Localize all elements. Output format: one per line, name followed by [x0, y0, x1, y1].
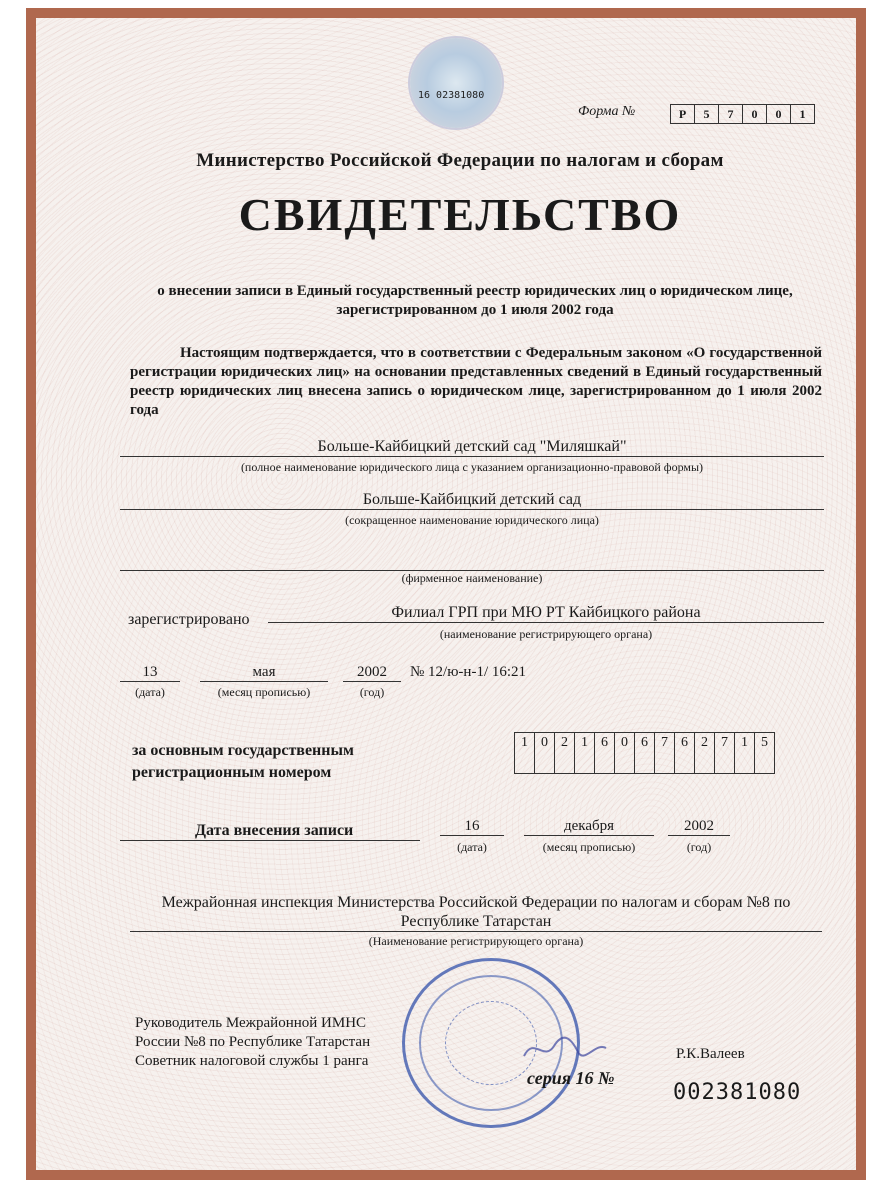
ogrn-digit: 7 — [654, 732, 675, 774]
form-code-cell: 0 — [742, 104, 767, 124]
brand-name-caption: (фирменное наименование) — [401, 571, 543, 585]
entry-month-field: декабря — [524, 818, 654, 836]
ministry-heading: Министерство Российской Федерации по налогам и сборам — [196, 150, 724, 171]
hologram-seal — [410, 38, 502, 128]
ogrn-label-line-1: за основным государственным — [132, 742, 354, 759]
document-title: СВИДЕТЕЛЬСТВО — [238, 189, 682, 240]
ogrn-digit: 6 — [594, 732, 615, 774]
signature — [520, 1032, 610, 1066]
ogrn-digit: 1 — [734, 732, 755, 774]
entry-month-caption: (месяц прописью) — [542, 840, 636, 854]
signer-line: Советник налоговой службы 1 ранга — [135, 1053, 369, 1069]
ogrn-digit: 5 — [754, 732, 775, 774]
ogrn-digit: 7 — [714, 732, 735, 774]
form-code-cell: 5 — [694, 104, 719, 124]
document-subtitle: о внесении записи в Единый государственный реестр юридических лиц о юридическом лице, зарегистрированном до 1 июля 2002 года — [157, 283, 793, 318]
short-name-caption: (сокращенное наименование юридического лица) — [345, 513, 599, 527]
hologram-number: 16 02381080 — [418, 90, 485, 101]
form-code-cell: 1 — [790, 104, 815, 124]
reg-year-caption: (год) — [359, 685, 385, 699]
entry-day-field: 16 — [440, 818, 504, 836]
inspection-caption: (Наименование регистрирующего органа) — [368, 934, 584, 948]
ogrn-digit: 1 — [514, 732, 535, 774]
signer-line: Руководитель Межрайонной ИМНС — [135, 1015, 367, 1031]
inspection-name: Межрайонная инспекция Министерства Российской Федерации по налогам и сборам №8 по Республике Татарстан — [130, 893, 822, 932]
full-name-field: Больше-Кайбицкий детский сад "Миляшкай" — [120, 438, 824, 457]
statement-paragraph: Настоящим подтверждается, что в соответствии с Федеральным законом «О государственной регистрации юридических лиц» на основании представленных сведений в Единый государственный реестр юридических лиц внесена запись о юридическом лице, зарегистрированном до 1 июля 2002 года — [130, 345, 822, 418]
entry-day-caption: (дата) — [457, 840, 487, 854]
registering-body-field: Филиал ГРП при МЮ РТ Кайбицкого района — [268, 604, 824, 623]
ogrn-digit: 2 — [554, 732, 575, 774]
ogrn-digit: 2 — [694, 732, 715, 774]
registered-label: зарегистрировано — [128, 611, 250, 628]
ogrn-number — [515, 732, 775, 774]
ogrn-digit: 6 — [674, 732, 695, 774]
entry-year-field: 2002 — [668, 818, 730, 836]
ogrn-label — [132, 740, 354, 784]
reg-month-caption: (месяц прописью) — [217, 685, 311, 699]
form-code-cell: 7 — [718, 104, 743, 124]
ogrn-label-line-2: регистрационным номером — [132, 764, 332, 781]
short-name-field: Больше-Кайбицкий детский сад — [120, 491, 824, 510]
form-code-cell: Р — [670, 104, 695, 124]
reg-number: № 12/ю-н-1/ 16:21 — [410, 664, 527, 680]
full-name-caption: (полное наименование юридического лица с указанием организационно-правовой формы) — [240, 460, 704, 474]
form-label: Форма № — [578, 104, 636, 119]
signer-title — [135, 1014, 370, 1071]
form-code — [671, 104, 815, 124]
brand-name-field — [120, 552, 824, 571]
reg-day-field: 13 — [120, 664, 180, 682]
reg-year-field: 2002 — [343, 664, 401, 682]
series-label: серия 16 № — [527, 1068, 615, 1088]
reg-day-caption: (дата) — [135, 685, 165, 699]
ogrn-digit: 6 — [634, 732, 655, 774]
signer-line: России №8 по Республике Татарстан — [135, 1034, 371, 1050]
entry-year-caption: (год) — [686, 840, 712, 854]
serial-number: 002381080 — [673, 1080, 802, 1105]
registering-body-caption: (наименование регистрирующего органа) — [439, 627, 653, 641]
ogrn-digit: 0 — [534, 732, 555, 774]
reg-month-field: мая — [200, 664, 328, 682]
form-code-cell: 0 — [766, 104, 791, 124]
entry-date-label: Дата внесения записи — [195, 822, 354, 839]
signer-name: Р.К.Валеев — [676, 1046, 745, 1062]
ogrn-digit: 1 — [574, 732, 595, 774]
ogrn-digit: 0 — [614, 732, 635, 774]
entry-date-underline — [120, 840, 420, 841]
